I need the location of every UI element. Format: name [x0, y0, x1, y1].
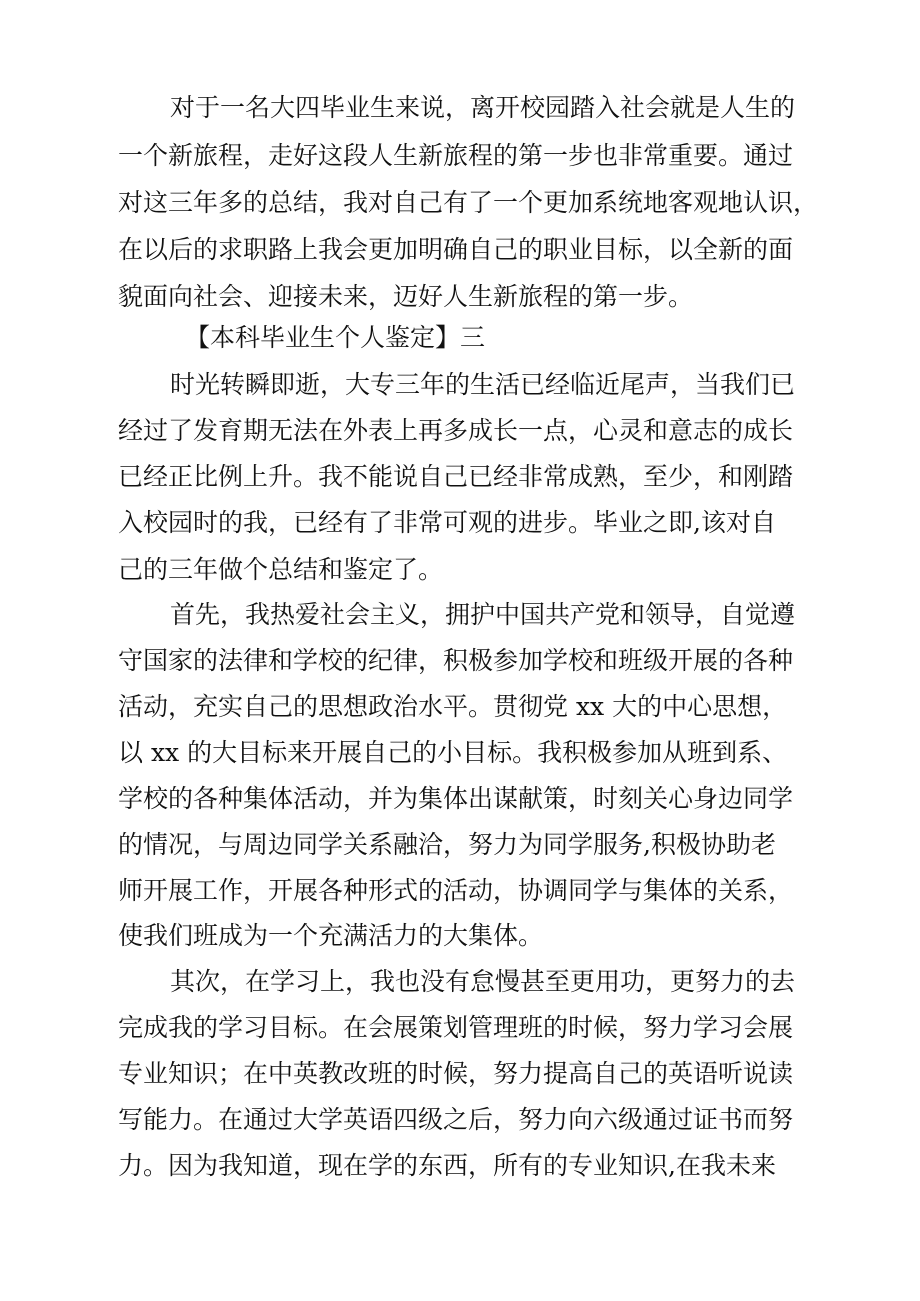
paragraph-line: 入校园时的我，已经有了非常可观的进步。毕业之即,该对自 [118, 508, 776, 537]
section-heading: 【本科毕业生个人鉴定】三 [185, 323, 486, 352]
paragraph-line: 师开展工作，开展各种形式的活动，协调同学与集体的关系， [118, 876, 794, 905]
paragraph-line: 守国家的法律和学校的纪律，积极参加学校和班级开展的各种 [118, 646, 794, 675]
paragraph-line: 己的三年做个总结和鉴定了。 [118, 555, 444, 584]
paragraph-line: 时光转瞬即逝，大专三年的生活已经临近尾声，当我们已 [170, 370, 796, 399]
paragraph-line: 活动，充实自己的思想政治水平。贯彻党 xx 大的中心思想， [118, 692, 788, 721]
paragraph-line: 学校的各种集体活动，并为集体出谋献策，时刻关心身边同学 [118, 784, 794, 813]
paragraph-line: 经过了发育期无法在外表上再多成长一点，心灵和意志的成长 [118, 416, 794, 445]
paragraph-line: 专业知识；在中英教改班的时候，努力提高自己的英语听说读 [118, 1059, 794, 1088]
paragraph-line: 完成我的学习目标。在会展策划管理班的时候，努力学习会展 [118, 1013, 794, 1042]
paragraph-line: 首先，我热爱社会主义，拥护中国共产党和领导，自觉遵 [170, 600, 796, 629]
paragraph-line: 对这三年多的总结，我对自己有了一个更加系统地客观地认识， [118, 188, 819, 217]
paragraph-line: 对于一名大四毕业生来说，离开校园踏入社会就是人生的 [170, 93, 796, 122]
paragraph-line: 的情况，与周边同学关系融洽，努力为同学服务,积极协助老 [118, 830, 776, 859]
paragraph-line: 其次，在学习上，我也没有怠慢甚至更用功，更努力的去 [170, 967, 796, 996]
paragraph-line: 貌面向社会、迎接未来，迈好人生新旅程的第一步。 [118, 282, 694, 311]
paragraph-line: 在以后的求职路上我会更加明确自己的职业目标，以全新的面 [118, 235, 794, 264]
paragraph-line: 一个新旅程，走好这段人生新旅程的第一步也非常重要。通过 [118, 141, 794, 170]
paragraph-line: 以 xx 的大目标来开展自己的小目标。我积极参加从班到系、 [118, 738, 788, 767]
paragraph-line: 写能力。在通过大学英语四级之后，努力向六级通过证书而努 [118, 1105, 794, 1134]
paragraph-line: 使我们班成为一个充满活力的大集体。 [118, 921, 544, 950]
paragraph-line: 已经正比例上升。我不能说自己已经非常成熟，至少，和刚踏 [118, 462, 794, 491]
paragraph-line: 力。因为我知道，现在学的东西，所有的专业知识,在我未来 [118, 1151, 776, 1180]
